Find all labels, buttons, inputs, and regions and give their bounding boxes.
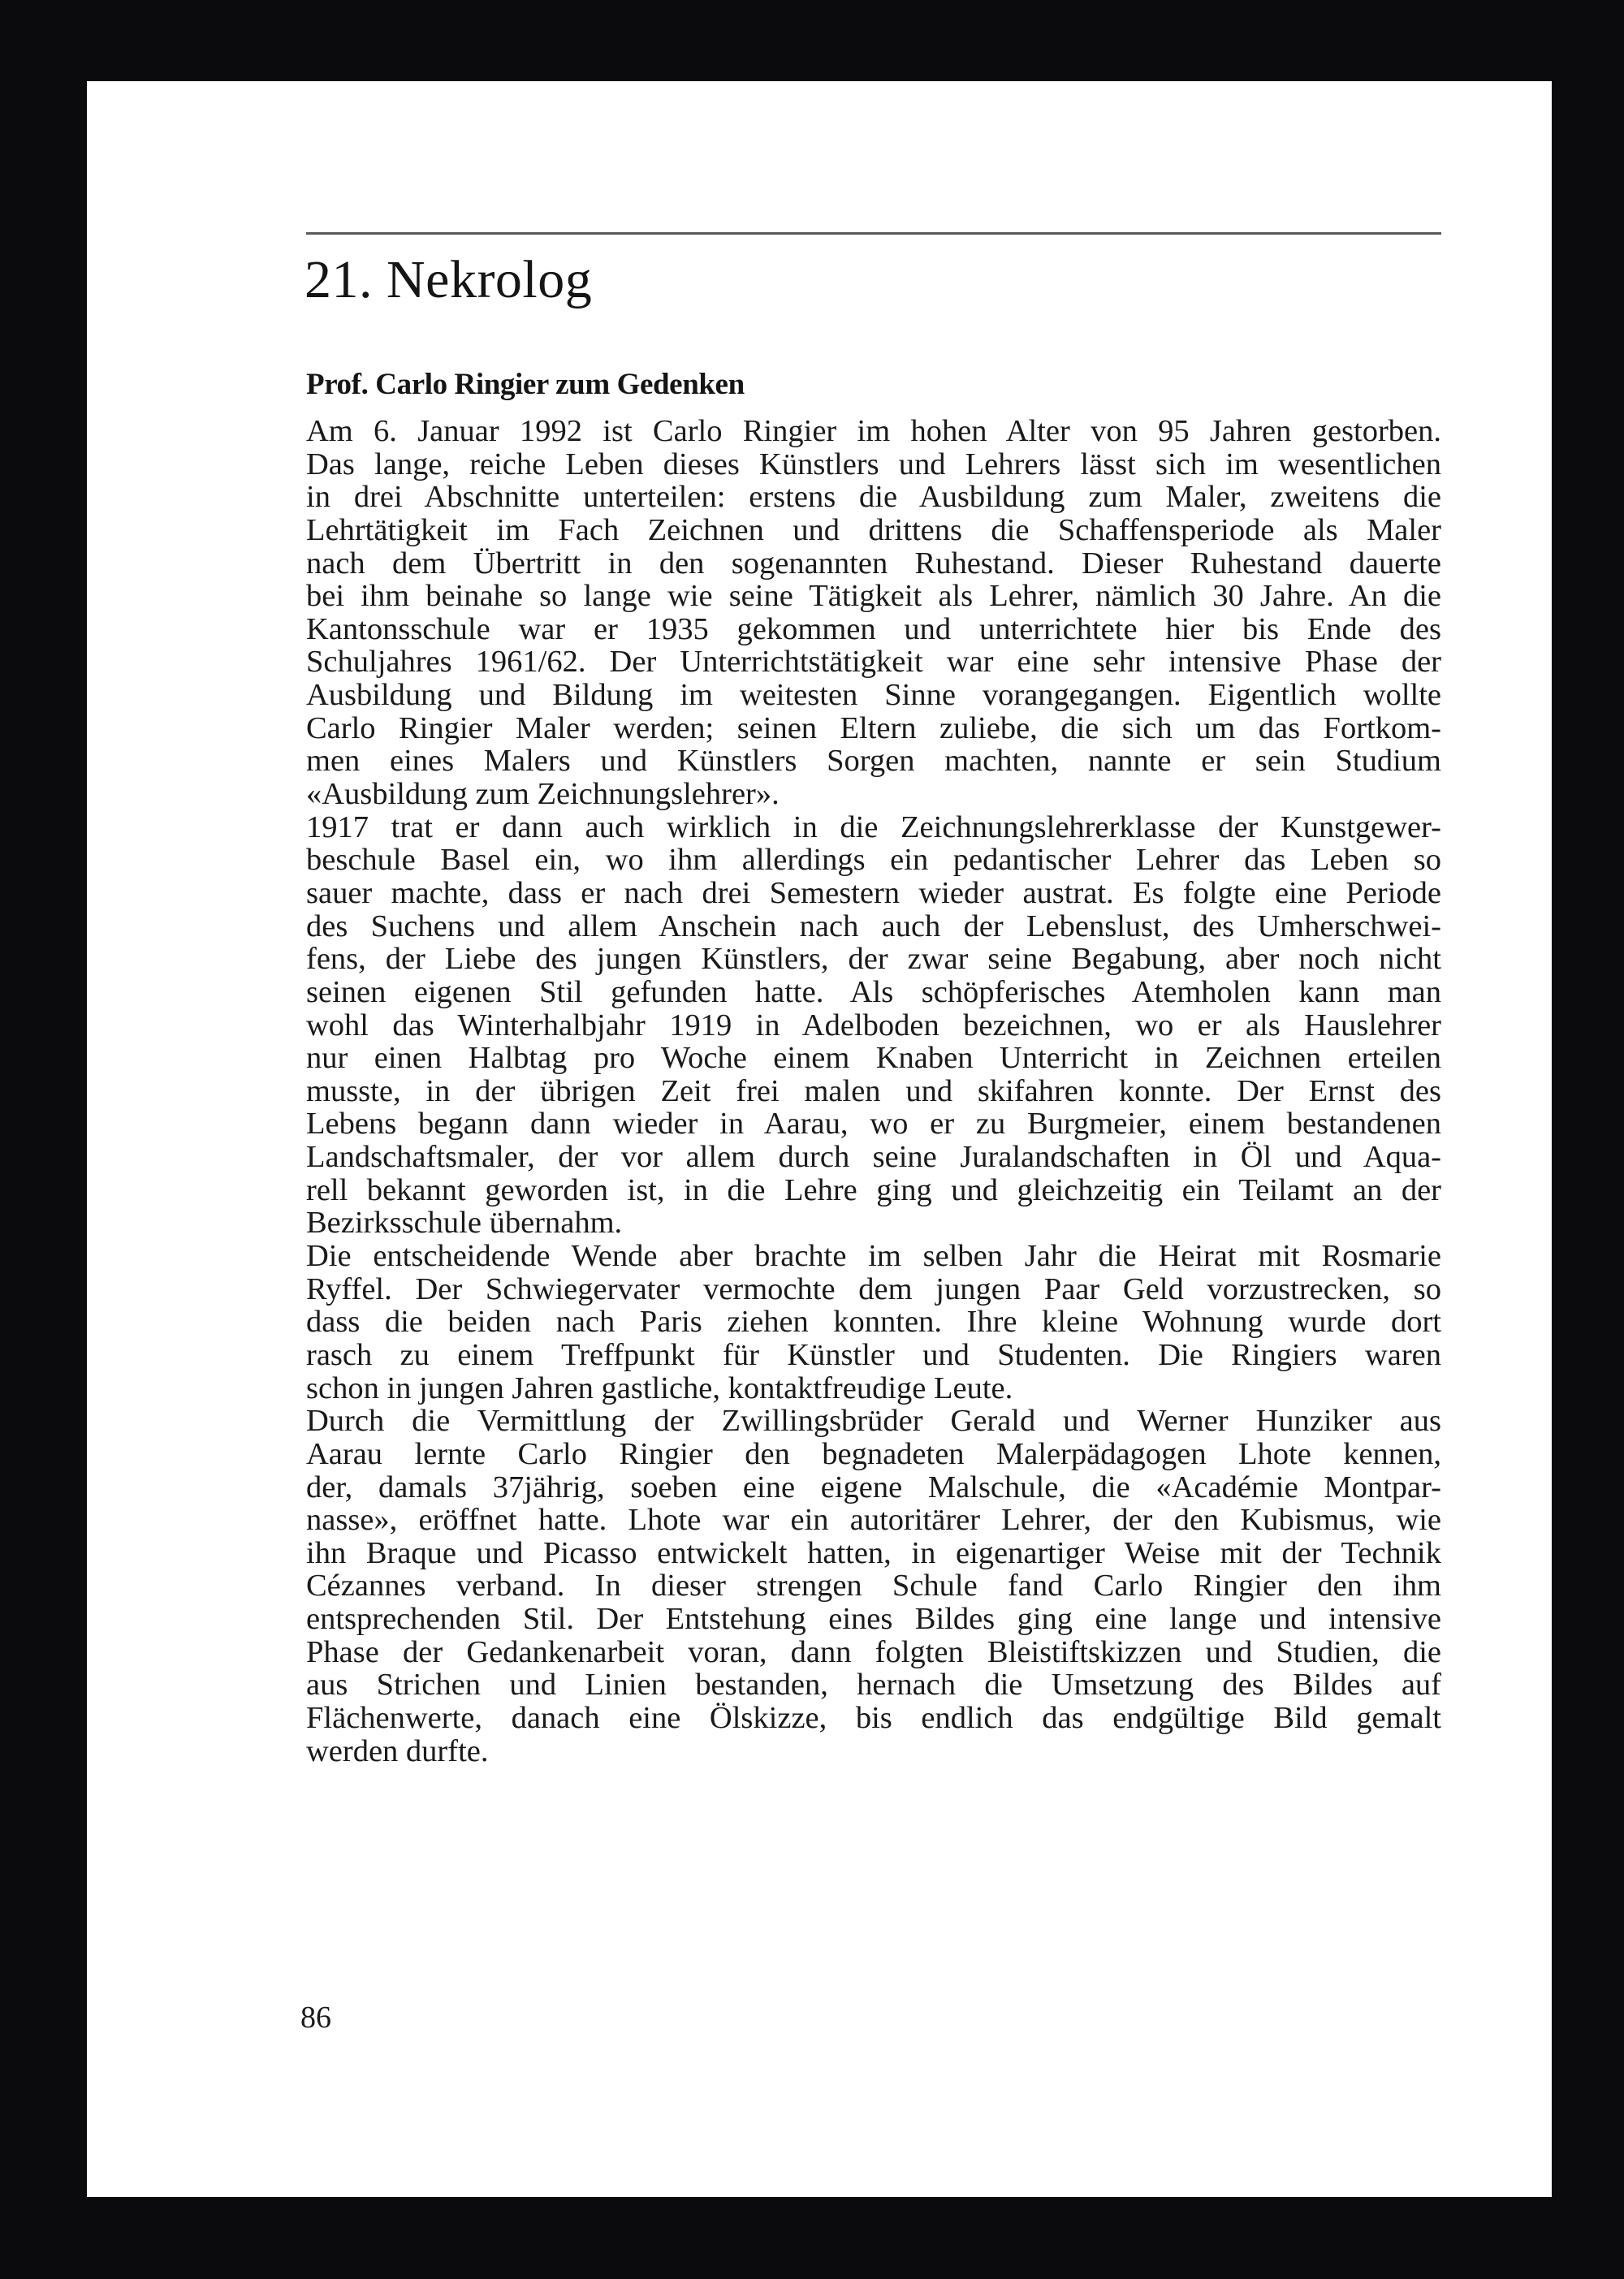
body-line: Die entscheidende Wende aber brachte im selben Jahr die Heirat mit Rosmarie bbox=[306, 1239, 1441, 1274]
body-line: aus Strichen und Linien bestanden, hernach die Umsetzung des Bildes auf bbox=[306, 1668, 1441, 1703]
body-line: dass die beiden nach Paris ziehen konnten. Ihre kleine Wohnung wurde dort bbox=[306, 1305, 1441, 1340]
body-line: Ausbildung und Bildung im weitesten Sinne vorangegangen. Eigentlich wollte bbox=[306, 678, 1441, 713]
body-line: sauer machte, dass er nach drei Semestern wieder austrat. Es folgte eine Periode bbox=[306, 875, 1441, 910]
body-line: nur einen Halbtag pro Woche einem Knaben Unterricht in Zeichnen erteilen bbox=[306, 1041, 1441, 1076]
body-line: men eines Malers und Künstlers Sorgen machten, nannte er sein Studium bbox=[306, 744, 1441, 779]
body-line: rasch zu einem Treffpunkt für Künstler und Studenten. Die Ringiers waren bbox=[306, 1337, 1441, 1372]
body-line: Cézannes verband. In dieser strengen Schule fand Carlo Ringier den ihm bbox=[306, 1569, 1441, 1604]
body-line: Durch die Vermittlung der Zwillingsbrüder Gerald und Werner Hunziker aus bbox=[306, 1404, 1441, 1439]
paragraph-end-line: werden durfte. bbox=[306, 1733, 489, 1768]
body-line: in drei Abschnitte unterteilen: erstens die Ausbildung zum Maler, zweitens die bbox=[306, 480, 1441, 515]
article-subheading: Prof. Carlo Ringier zum Gedenken bbox=[306, 368, 745, 401]
body-line: fens, der Liebe des jungen Künstlers, der zwar seine Begabung, aber noch nicht bbox=[306, 942, 1441, 977]
article-body bbox=[306, 415, 1441, 1768]
body-line: der, damals 37jährig, soeben eine eigene Malschule, die «Académie Montpar- bbox=[306, 1470, 1441, 1504]
body-line: ihn Braque und Picasso entwickelt hatten, in eigenartiger Weise mit der Technik bbox=[306, 1535, 1441, 1570]
body-line: Kantonsschule war er 1935 gekommen und unterrichtete hier bis Ende des bbox=[306, 611, 1441, 646]
body-line: Schuljahres 1961/62. Der Unterrichtstätigkeit war eine sehr intensive Phase der bbox=[306, 645, 1441, 680]
body-line: Am 6. Januar 1992 ist Carlo Ringier im hohen Alter von 95 Jahren gestorben. bbox=[306, 414, 1441, 448]
body-line: entsprechenden Stil. Der Entstehung eines Bildes ging eine lange und intensive bbox=[306, 1602, 1441, 1637]
body-line: musste, in der übrigen Zeit frei malen und skifahren konnte. Der Ernst des bbox=[306, 1073, 1441, 1108]
body-line: nasse», eröffnet hatte. Lhote war ein autoritärer Lehrer, der den Kubismus, wie bbox=[306, 1503, 1441, 1538]
body-line: Das lange, reiche Leben dieses Künstlers und Lehrers lässt sich im wesentlichen bbox=[306, 447, 1441, 481]
paragraph-end-line: «Ausbildung zum Zeichnungslehrer». bbox=[306, 777, 780, 812]
body-line: beschule Basel ein, wo ihm allerdings ein pedantischer Lehrer das Leben so bbox=[306, 843, 1441, 878]
body-line: 1917 trat er dann auch wirklich in die Zeichnungslehrerklasse der Kunstgewer- bbox=[306, 809, 1441, 844]
body-line: Lehrtätigkeit im Fach Zeichnen und drittens die Schaffensperiode als Maler bbox=[306, 512, 1441, 547]
body-line: Phase der Gedankenarbeit voran, dann folgten Bleistiftskizzen und Studien, die bbox=[306, 1634, 1441, 1669]
body-line: Flächenwerte, danach eine Ölskizze, bis endlich das endgültige Bild gemalt bbox=[306, 1700, 1441, 1735]
chapter-title: 21. Nekrolog bbox=[304, 250, 593, 309]
body-line: Ryffel. Der Schwiegervater vermochte dem jungen Paar Geld vorzustrecken, so bbox=[306, 1271, 1441, 1306]
document-page bbox=[87, 81, 1552, 2197]
body-line: Lebens begann dann wieder in Aarau, wo er zu Burgmeier, einem bestandenen bbox=[306, 1107, 1441, 1142]
body-line: Landschaftsmaler, der vor allem durch seine Juralandschaften in Öl und Aqua- bbox=[306, 1140, 1441, 1175]
body-line: seinen eigenen Stil gefunden hatte. Als schöpferisches Atemholen kann man bbox=[306, 974, 1441, 1009]
paragraph-end-line: Bezirksschule übernahm. bbox=[306, 1206, 623, 1241]
page-number: 86 bbox=[300, 2001, 331, 2035]
body-line: des Suchens und allem Anschein nach auch der Lebenslust, des Umherschwei- bbox=[306, 909, 1441, 943]
body-line: wohl das Winterhalbjahr 1919 in Adelboden bezeichnen, wo er als Hauslehrer bbox=[306, 1008, 1441, 1042]
body-line: rell bekannt geworden ist, in die Lehre ging und gleichzeitig ein Teilamt an der bbox=[306, 1172, 1441, 1207]
body-line: Aarau lernte Carlo Ringier den begnadeten Malerpädagogen Lhote kennen, bbox=[306, 1436, 1441, 1471]
chapter-rule bbox=[306, 232, 1441, 235]
body-line: Carlo Ringier Maler werden; seinen Eltern zuliebe, die sich um das Fortkom- bbox=[306, 710, 1441, 745]
body-line: bei ihm beinahe so lange wie seine Tätigkeit als Lehrer, nämlich 30 Jahre. An die bbox=[306, 579, 1441, 614]
body-line: nach dem Übertritt in den sogenannten Ruhestand. Dieser Ruhestand dauerte bbox=[306, 546, 1441, 581]
paragraph-end-line: schon in jungen Jahren gastliche, kontaktfreudige Leute. bbox=[306, 1370, 1013, 1405]
